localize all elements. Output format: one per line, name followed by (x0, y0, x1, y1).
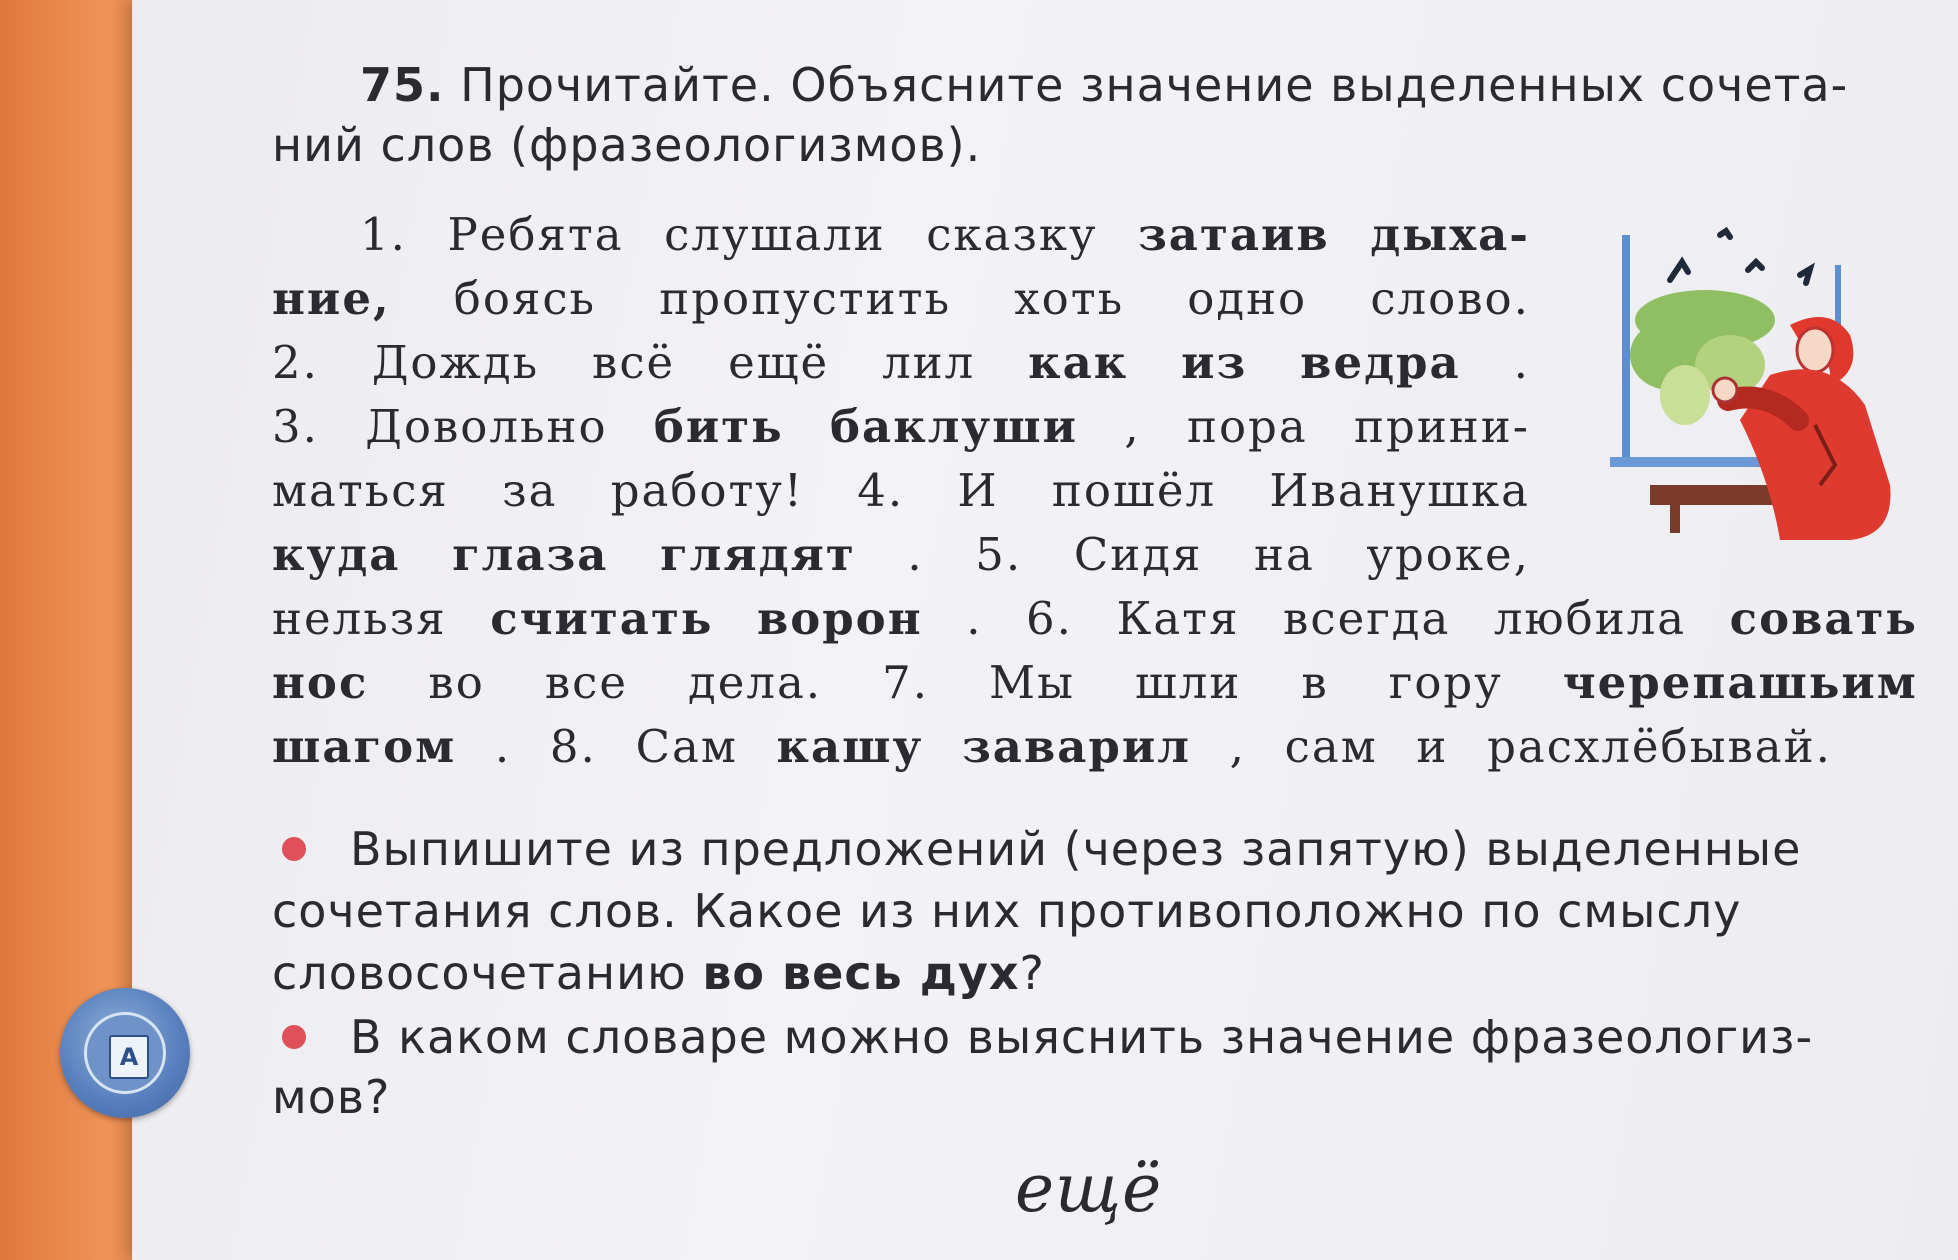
text-word: и (1416, 720, 1449, 773)
text-word: расхлёбывай. (1487, 720, 1832, 773)
phraseologism-word: дыха- (1370, 208, 1530, 261)
text-word: ещё (728, 336, 830, 389)
text-word: одно (1187, 272, 1308, 325)
phraseologism-word: ние, (272, 272, 391, 325)
phraseologism-word: кашу (776, 720, 924, 773)
text-word: за (502, 464, 558, 517)
phraseologism-word: ворон (756, 592, 923, 645)
text-word: . (1513, 336, 1530, 389)
book-icon: А (109, 1035, 149, 1079)
text-word: в (1301, 656, 1329, 709)
text-word: Довольно (365, 400, 608, 453)
text-line (360, 208, 1530, 261)
text-word: . (494, 720, 512, 773)
text-word: Сам (635, 720, 738, 773)
text-word: боясь (453, 272, 597, 325)
exercise-number: 75. (360, 58, 445, 112)
text-word: . (907, 528, 924, 581)
task-2 (282, 1010, 1813, 1064)
exercise-instruction-line2: ний слов (фразеологизмов). (272, 118, 982, 172)
text-word: 3. (272, 400, 319, 453)
antonym-phrase: во весь дух (702, 946, 1020, 1000)
text-word: пошёл (1051, 464, 1217, 517)
text-word: во (428, 656, 485, 709)
dictionary-icon-inner (84, 1012, 166, 1094)
task-1 (282, 822, 1801, 876)
text-word: 1. (360, 208, 407, 261)
task-1-line3-text: словосочетанию (272, 946, 703, 1000)
phraseologism-word: совать (1729, 592, 1918, 645)
task-1-line2: сочетания слов. Какое из них противоположно по смыслу (272, 884, 1742, 938)
boy-at-window-illustration (1610, 225, 1920, 570)
text-word: на (1254, 528, 1315, 581)
text-word: маться (272, 464, 449, 517)
phraseologism-word: как (1028, 336, 1129, 389)
text-word: сказку (926, 208, 1098, 261)
text-line (272, 336, 1530, 389)
text-word: хоть (1014, 272, 1125, 325)
text-word: работу! (610, 464, 804, 517)
text-word: слушали (664, 208, 886, 261)
text-word: сам (1284, 720, 1378, 773)
text-word: нельзя (272, 592, 447, 645)
phraseologism-word: черепашьим (1562, 656, 1918, 709)
task-1-line1: Выпишите из предложений (через запятую) выделенные (350, 822, 1802, 876)
catchword: ещё (1015, 1150, 1163, 1227)
text-line (272, 272, 1530, 325)
text-word: гору (1388, 656, 1503, 709)
task-1-line3-end: ? (1019, 946, 1045, 1000)
phraseologism-word: ведра (1300, 336, 1461, 389)
phraseologism-word: из (1181, 336, 1248, 389)
text-word: всегда (1283, 592, 1451, 645)
text-word: пропустить (659, 272, 952, 325)
text-line (272, 400, 1530, 453)
phraseologism-word: глядят (660, 528, 856, 581)
phraseologism-word: глаза (452, 528, 609, 581)
phraseologism-word: считать (490, 592, 714, 645)
phraseologism-word: нос (272, 656, 369, 709)
text-word: Ребята (447, 208, 624, 261)
text-word: пора (1186, 400, 1308, 453)
birds-icon (1670, 231, 1810, 283)
text-word: слово. (1370, 272, 1530, 325)
bullet-icon (282, 837, 306, 861)
text-line (272, 528, 1530, 581)
text-word: 5. (975, 528, 1023, 581)
text-word: 8. (549, 720, 597, 773)
text-word: И (957, 464, 999, 517)
phraseologism-word: куда (272, 528, 401, 581)
text-word: любила (1493, 592, 1687, 645)
text-word: , (1124, 400, 1141, 453)
text-line (272, 464, 1530, 517)
text-word: Сидя (1073, 528, 1203, 581)
text-word: Дождь (371, 336, 540, 389)
phraseologism-word: шагом (272, 720, 457, 773)
task-2-line2: мов? (272, 1070, 391, 1124)
text-line (272, 656, 1918, 709)
exercise-instruction-line1: Прочитайте. Объясните значение выделенных сочета- (460, 58, 1849, 112)
text-line (272, 720, 1832, 773)
text-word: 6. (1026, 592, 1073, 645)
text-word: Мы (989, 656, 1075, 709)
text-word: лил (882, 336, 976, 389)
text-word: , (1229, 720, 1246, 773)
text-word: шли (1134, 656, 1242, 709)
text-word: 2. (272, 336, 319, 389)
text-word: Катя (1116, 592, 1240, 645)
text-word: уроке, (1366, 528, 1530, 581)
text-word: Иванушка (1269, 464, 1530, 517)
task-1-line3 (272, 946, 1045, 1000)
text-word: всё (592, 336, 676, 389)
text-word: 4. (857, 464, 905, 517)
phraseologism-word: затаив (1138, 208, 1330, 261)
text-word: 7. (882, 656, 930, 709)
exercise-heading (360, 58, 1848, 112)
phraseologism-word: бить (653, 400, 784, 453)
text-word: дела. (688, 656, 823, 709)
phraseologism-word: баклуши (830, 400, 1078, 453)
dictionary-icon (60, 988, 190, 1118)
text-word: . (966, 592, 983, 645)
task-2-line1: В каком словаре можно выяснить значение фразеологиз- (350, 1010, 1814, 1064)
phraseologism-word: заварил (962, 720, 1191, 773)
text-word: прини- (1354, 400, 1530, 453)
text-word: все (544, 656, 628, 709)
text-line (272, 592, 1918, 645)
bullet-icon (282, 1025, 306, 1049)
